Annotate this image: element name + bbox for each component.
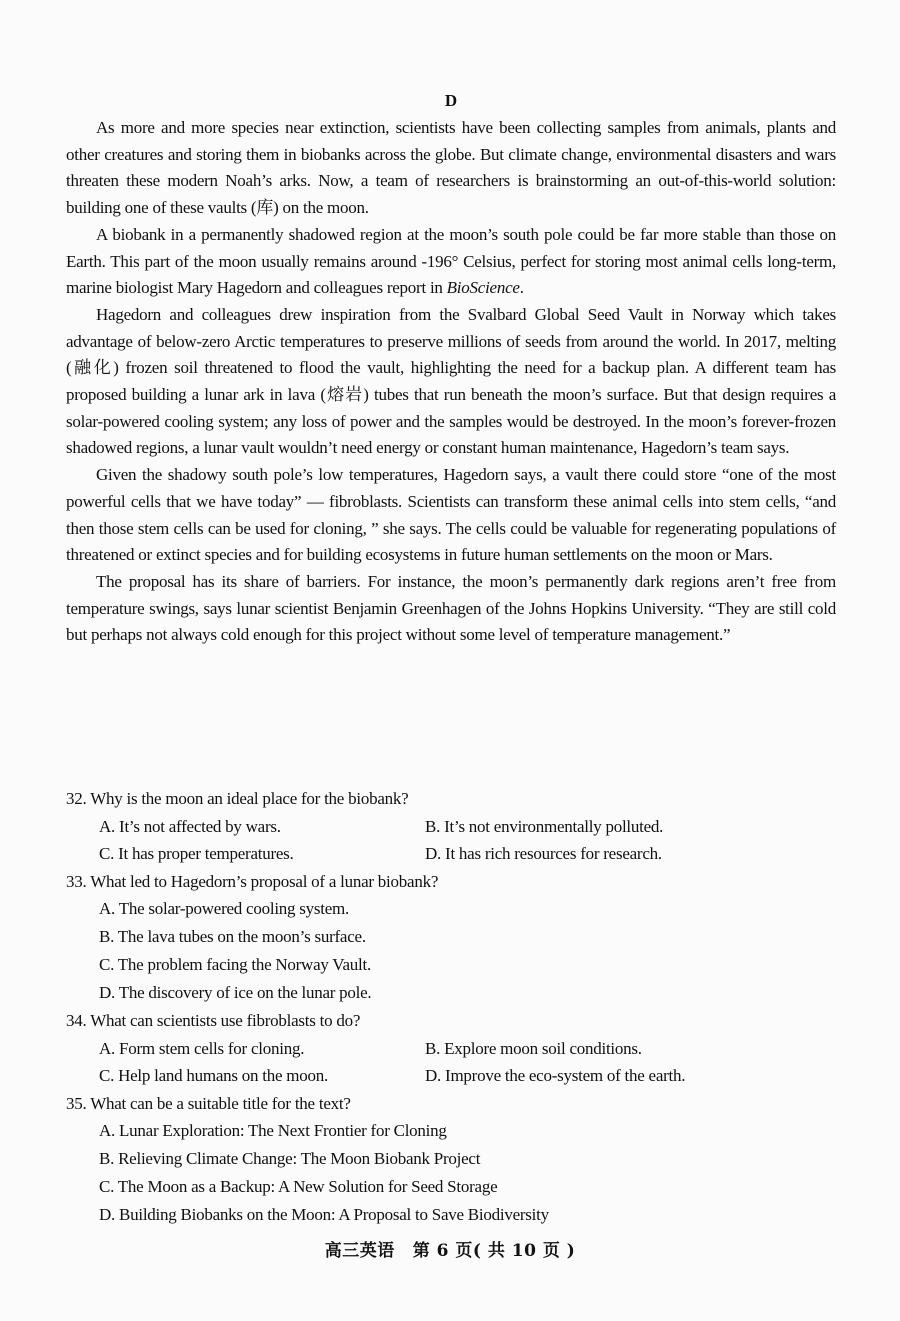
question-stem: 32. Why is the moon an ideal place for the biobank? xyxy=(66,789,409,808)
option-a[interactable]: A. The solar-powered cooling system. xyxy=(99,899,350,918)
option-row xyxy=(66,1035,836,1063)
passage-page xyxy=(66,90,836,649)
option-row xyxy=(66,1062,836,1090)
question-list xyxy=(66,785,836,1229)
option-b[interactable]: B. Explore moon soil conditions. xyxy=(425,1038,642,1058)
section-letter: D xyxy=(444,91,458,110)
question-stem: 33. What led to Hagedorn’s proposal of a lunar biobank? xyxy=(66,871,439,891)
footer-page-number: 第 6 页( 共 10 页 ) xyxy=(412,1241,576,1261)
option-c[interactable]: C. Help land humans on the moon. xyxy=(99,1066,329,1085)
passage-paragraph-5: The proposal has its share of barriers. For instance, the moon’s permanently dark regions aren’t free from temperature swings, says lunar scientist Benjamin Greenhagen of the Johns Hopkins University. “They are still cold but perhaps not always cold enough for this project without some level of temperature management.” xyxy=(66,571,836,645)
paragraph-2-text: A biobank in a permanently shadowed region at the moon’s south pole could be far more stable than those on Earth. This part of the moon usually remains around -196° Celsius, perfect for storing most animal cells long-term, marine biologist Mary Hagedorn and colleagues report in xyxy=(66,224,836,298)
passage-paragraph-2 xyxy=(66,222,836,302)
option-d[interactable]: D. Building Biobanks on the Moon: A Proposal to Save Biodiversity xyxy=(99,1205,549,1224)
option-c[interactable]: C. It has proper temperatures. xyxy=(99,844,294,863)
option-d[interactable]: D. Improve the eco-system of the earth. xyxy=(425,1066,686,1085)
option-d[interactable]: D. The discovery of ice on the lunar pole. xyxy=(99,983,372,1002)
passage-paragraph-4: Given the shadowy south pole’s low temperatures, Hagedorn says, a vault there could store “one of the most powerful cells that we have today” — fibroblasts. Scientists can transform these animal cells into stem cells, “and then those stem cells can be used for cloning, ” she says. The cells could be valuable for regenerating populations of threatened or extinct species and for building ecosystems in future human settlements on the moon or Mars. xyxy=(66,465,836,565)
question-stem: 34. What can scientists use fibroblasts to do? xyxy=(66,1011,361,1030)
passage-paragraph-3: Hagedorn and colleagues drew inspiration from the Svalbard Global Seed Vault in Norway which takes advantage of below-zero Arctic temperatures to preserve millions of seeds from around the world. In 2017, melting (融化) frozen soil threatened to flood the vault, highlighting the need for a backup plan. A different team has proposed building a lunar ark in lava (熔岩) tubes that run beneath the moon’s surface. But that design requires a solar-powered cooling system; any loss of power and the samples would be destroyed. In the moon’s forever-frozen shadowed regions, a lunar vault wouldn’t need energy or constant human maintenance, Hagedorn’s team says. xyxy=(66,304,836,458)
option-row xyxy=(66,840,836,868)
option-a[interactable]: A. It’s not affected by wars. xyxy=(99,816,281,836)
question-33 xyxy=(66,868,836,1008)
question-32 xyxy=(66,785,836,868)
question-34 xyxy=(66,1007,836,1090)
option-b[interactable]: B. It’s not environmentally polluted. xyxy=(425,816,664,836)
option-b[interactable]: B. Relieving Climate Change: The Moon Biobank Project xyxy=(99,1149,481,1168)
option-d[interactable]: D. It has rich resources for research. xyxy=(425,844,662,863)
option-c[interactable]: C. The Moon as a Backup: A New Solution for Seed Storage xyxy=(99,1177,498,1196)
paragraph-2-end: . xyxy=(519,278,524,298)
question-35 xyxy=(66,1090,836,1230)
passage-paragraph-1: As more and more species near extinction, scientists have been collecting samples from animals, plants and other creatures and storing them in biobanks across the globe. But climate change, environmental disasters and wars threaten these modern Noah’s arks. Now, a team of researchers is brainstorming an out-of-this-world solution: building one of these vaults (库) on the moon. xyxy=(66,118,836,218)
journal-name: BioScience xyxy=(446,278,520,298)
option-a[interactable]: A. Form stem cells for cloning. xyxy=(99,1038,305,1058)
option-b[interactable]: B. The lava tubes on the moon’s surface. xyxy=(99,927,366,946)
option-a[interactable]: A. Lunar Exploration: The Next Frontier for Cloning xyxy=(99,1121,447,1140)
page-footer xyxy=(0,1236,900,1261)
option-row xyxy=(66,813,836,841)
footer-subject: 高三英语 xyxy=(324,1241,395,1261)
option-c[interactable]: C. The problem facing the Norway Vault. xyxy=(99,955,371,974)
question-stem: 35. What can be a suitable title for the text? xyxy=(66,1093,351,1113)
